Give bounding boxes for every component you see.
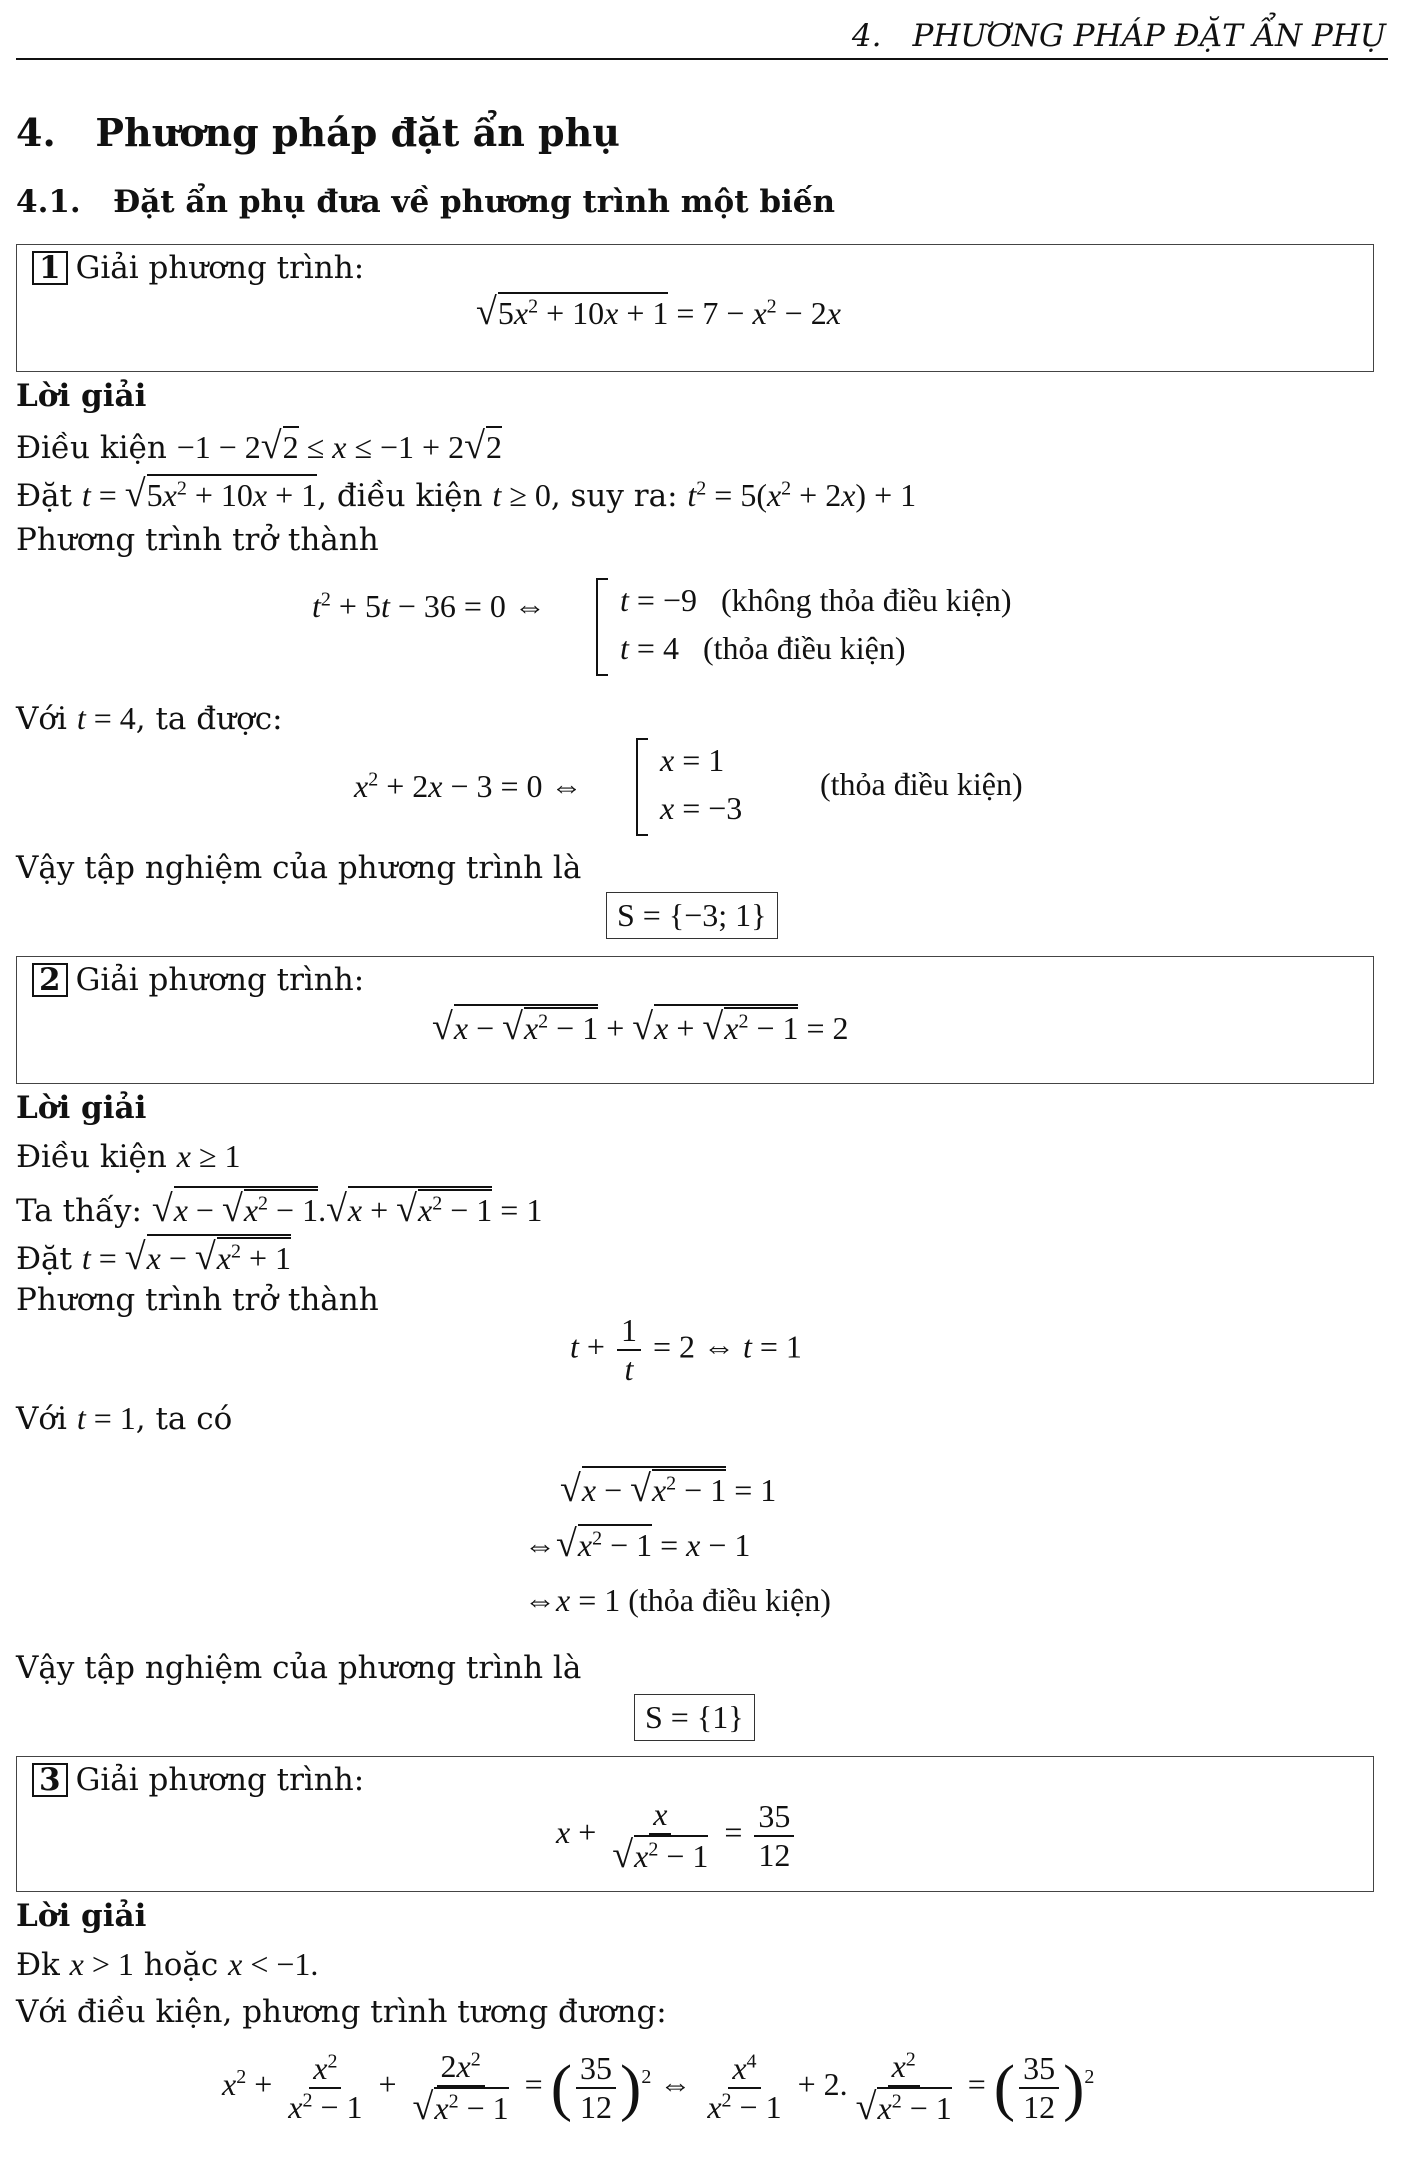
equation-step: ⇔x = 1 (thỏa điều kiện) [524,1582,831,1618]
running-header: 4. PHƯƠNG PHÁP ĐẶT ẨN PHỤ [851,18,1386,54]
problem-prompt: 1 Giải phương trình: [32,250,364,286]
equation: $√5x^2 + 10x + 1 = 7 - x^2 - 2x$ [476,291,841,333]
substitution-line: Đặt $t = √x - √x^2 + 1$ [16,1236,291,1278]
case-line: x = −3 [660,790,743,826]
equation: t + $\frac{1}{t}$ = 2 ⇔ t = 1 [570,1312,802,1387]
case-line: t = 4 (thỏa điều kiện) [620,630,906,666]
case-note: (thỏa điều kiện) [820,766,1023,802]
section-number: 4. [16,110,56,155]
solution-label: Lời giải [16,378,147,414]
problem-number: 3 [32,1763,68,1797]
becomes-line: Phương trình trở thành [16,1282,379,1318]
condition-line: Đk x > 1 hoặc x < −1. [16,1946,319,1983]
bracket [636,738,648,836]
conclusion-line: Vậy tập nghiệm của phương trình là [16,850,582,886]
subsection-title: Đặt ẩn phụ đưa về phương trình một biến [113,184,836,220]
equation: x + $\frac{x}{√x^2 - 1}$ = $\frac{35}{12}$ [556,1796,798,1875]
answer-box: S = {1} [634,1694,755,1741]
header-rule [16,58,1388,60]
solution-label: Lời giải [16,1898,147,1934]
condition-line: Điều kiện x ≥ 1 [16,1138,241,1175]
equation: $√x - √x^2 - 1 + √x + √x^2 - 1 = 2$ [432,1006,849,1048]
equation-step: $√x - √x^2 - 1 = 1$ [560,1468,777,1510]
bracket [596,578,608,676]
solution-label: Lời giải [16,1090,147,1126]
equation: $x^2$ + $\frac{x^2}{x^2 - 1}$ + $\frac{2x^2}{√x^2 - 1}$ = ( $\frac{35}{12}$ )$^2$ ⇔ $\frac{x^4}{x^2 - 1}$ + 2. $\frac{x^2}{√x^2 - 1}$ = ( $\frac{35}{12}$ )$^2$ [222,2048,1095,2128]
equation: $x^2 + 2x - 3 = 0$ ⇔ [354,768,583,804]
problem-number: 1 [32,251,68,285]
with-line: Với t = 4, ta được: [16,700,283,737]
equation: $t^2 + 5t - 36 = 0$ ⇔ [312,588,546,624]
condition-line: Điều kiện −1 − 2√2 ≤ x ≤ −1 + 2√2 [16,425,502,467]
equivalent-line: Với điều kiện, phương trình tương đương: [16,1994,667,2030]
section-title: Phương pháp đặt ẩn phụ [95,110,620,155]
subsection-number: 4.1. [16,184,81,220]
section-heading [16,110,620,155]
observation-line: Ta thấy: $√x - √x^2 - 1.√x + √x^2 - 1 = 1$ [16,1188,543,1230]
equation-step: $\Leftrightarrow√x^2 - 1 = x - 1$ [524,1523,751,1565]
case-line: t = −9 (không thỏa điều kiện) [620,582,1012,618]
case-line: x = 1 [660,742,725,778]
problem-prompt: 2 Giải phương trình: [32,962,364,998]
problem-prompt: 3 Giải phương trình: [32,1762,364,1798]
conclusion-line: Vậy tập nghiệm của phương trình là [16,1650,582,1686]
substitution-line: Đặt $t = √5x^2 + 10x + 1$, điều kiện t ≥ 0, suy ra: $t^2 = 5(x^2 + 2x) + 1$ [16,473,917,515]
answer-box: S = {−3; 1} [606,892,778,939]
problem-number: 2 [32,963,68,997]
becomes-line: Phương trình trở thành [16,522,379,558]
subsection-heading [16,184,835,220]
with-line: Với t = 1, ta có [16,1400,233,1437]
